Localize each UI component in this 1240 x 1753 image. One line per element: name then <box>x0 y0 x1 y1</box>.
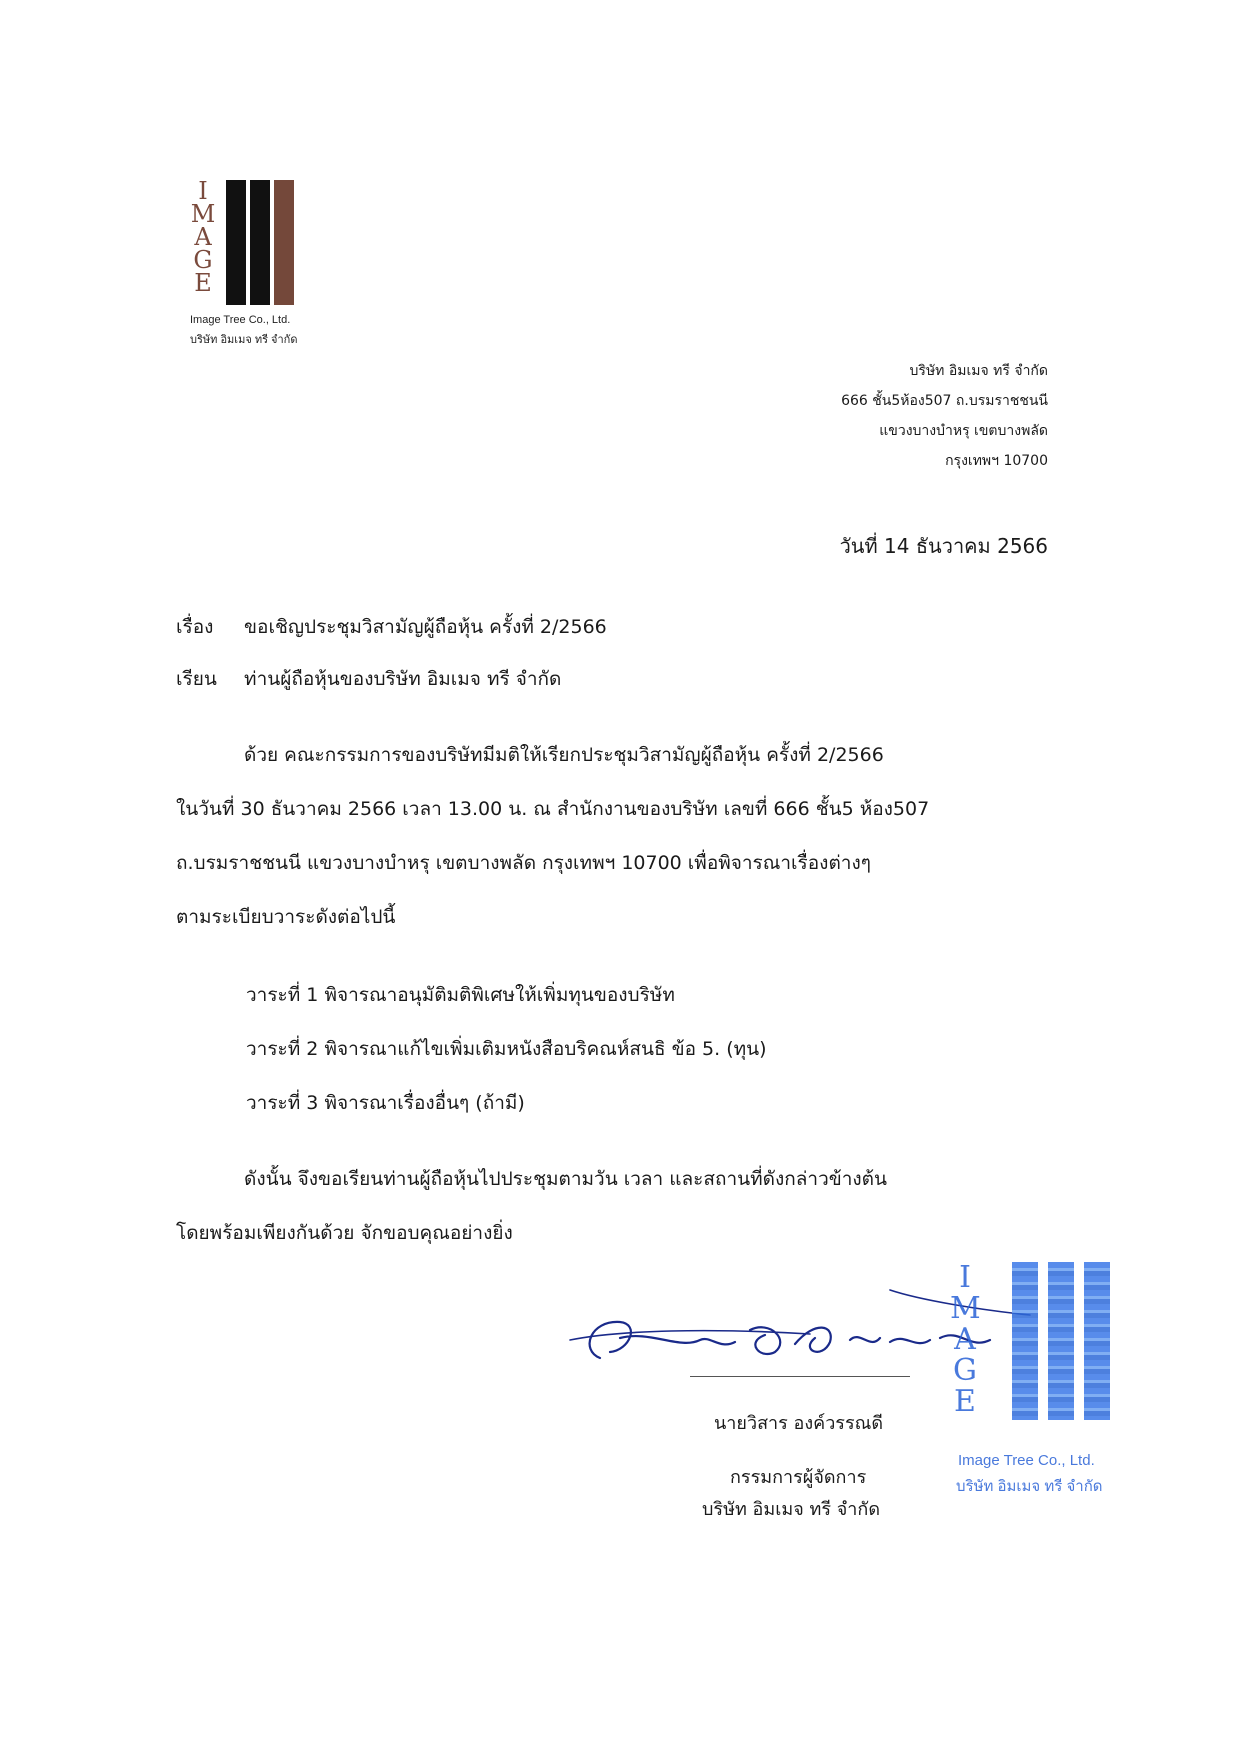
body-paragraph <box>176 728 1036 944</box>
stamp-bar <box>1084 1262 1110 1420</box>
subject-text: ขอเชิญประชุมวิสามัญผู้ถือหุ้น ครั้งที่ 2/2566 <box>244 616 607 638</box>
body-line: ในวันที่ 30 ธันวาคม 2566 เวลา 13.00 น. ณ สำนักงานของบริษัท เลขที่ 666 ชั้น5 ห้อง507 <box>176 798 930 820</box>
body-line: ดังนั้น จึงขอเรียนท่านผู้ถือหุ้นไปประชุมตามวัน เวลา และสถานที่ดังกล่าวข้างต้น <box>244 1168 887 1190</box>
agenda-item: วาระที่ 3 พิจารณาเรื่องอื่นๆ (ถ้ามี) <box>246 1092 525 1114</box>
logo-letter: E <box>194 269 212 297</box>
stamp-letter: A <box>954 1322 976 1357</box>
signer-company: บริษัท อิมเมจ ทรี จำกัด <box>702 1499 881 1520</box>
letter-date: วันที่ 14 ธันวาคม 2566 <box>839 534 1048 558</box>
agenda-item: วาระที่ 2 พิจารณาแก้ไขเพิ่มเติมหนังสือบริคณห์สนธิ ข้อ 5. (ทุน) <box>246 1038 767 1060</box>
recipient-text: ท่านผู้ถือหุ้นของบริษัท อิมเมจ ทรี จำกัด <box>244 668 562 690</box>
stamp-bar <box>1012 1262 1038 1420</box>
recipient-label: เรียน <box>176 668 217 690</box>
logo-bar-dark <box>250 180 270 305</box>
company-logo <box>190 177 330 350</box>
body-line: ด้วย คณะกรรมการของบริษัทมีมติให้เรียกประชุมวิสามัญผู้ถือหุ้น ครั้งที่ 2/2566 <box>244 744 884 766</box>
logo-letters <box>190 177 216 297</box>
signer-position: กรรมการผู้จัดการ <box>730 1467 867 1488</box>
logo-letter: I <box>198 177 208 205</box>
stamp-letter: G <box>953 1353 977 1388</box>
stamp-bar <box>1048 1262 1074 1420</box>
agenda-list <box>246 968 767 1130</box>
body-line: ตามระเบียบวาระดังต่อไปนี้ <box>176 906 396 928</box>
agenda-item: วาระที่ 1 พิจารณาอนุมัติมติพิเศษให้เพิ่มทุนของบริษัท <box>246 984 675 1006</box>
signer-name: นายวิสาร องค์วรรณดี <box>714 1413 884 1434</box>
address-line: กรุงเทพฯ 10700 <box>945 453 1048 469</box>
stamp-name-th: บริษัท อิมเมจ ทรี จำกัด <box>956 1478 1103 1495</box>
address-line: 666 ชั้น5ห้อง507 ถ.บรมราชชนนี <box>841 393 1048 409</box>
signature-line <box>690 1376 910 1377</box>
address-line: บริษัท อิมเมจ ทรี จำกัด <box>909 363 1048 379</box>
logo-letter: A <box>194 223 212 251</box>
sender-address <box>841 356 1048 476</box>
stamp-name-en: Image Tree Co., Ltd. <box>958 1452 1095 1469</box>
address-line: แขวงบางบำหรุ เขตบางพลัด <box>879 423 1048 439</box>
logo-name-en: Image Tree Co., Ltd. <box>190 314 291 326</box>
recipient-line <box>176 664 561 694</box>
logo-letter: M <box>190 200 216 228</box>
stamp-letter: I <box>959 1260 971 1295</box>
logo-letter: G <box>193 246 213 274</box>
closing-paragraph <box>176 1152 1036 1260</box>
stamp-letter: M <box>950 1291 981 1326</box>
logo-bar-brown <box>274 180 294 305</box>
logo-bar-dark <box>226 180 246 305</box>
company-stamp <box>950 1262 1140 1502</box>
subject-line <box>176 612 607 642</box>
stamp-letters <box>950 1262 980 1417</box>
body-line: ถ.บรมราชชนนี แขวงบางบำหรุ เขตบางพลัด กรุงเทพฯ 10700 เพื่อพิจารณาเรื่องต่างๆ <box>176 852 871 874</box>
subject-label: เรื่อง <box>176 616 214 638</box>
logo-name-th: บริษัท อิมเมจ ทรี จำกัด <box>190 334 298 346</box>
stamp-letter: E <box>954 1384 976 1419</box>
body-line: โดยพร้อมเพียงกันด้วย จักขอบคุณอย่างยิ่ง <box>176 1222 513 1244</box>
